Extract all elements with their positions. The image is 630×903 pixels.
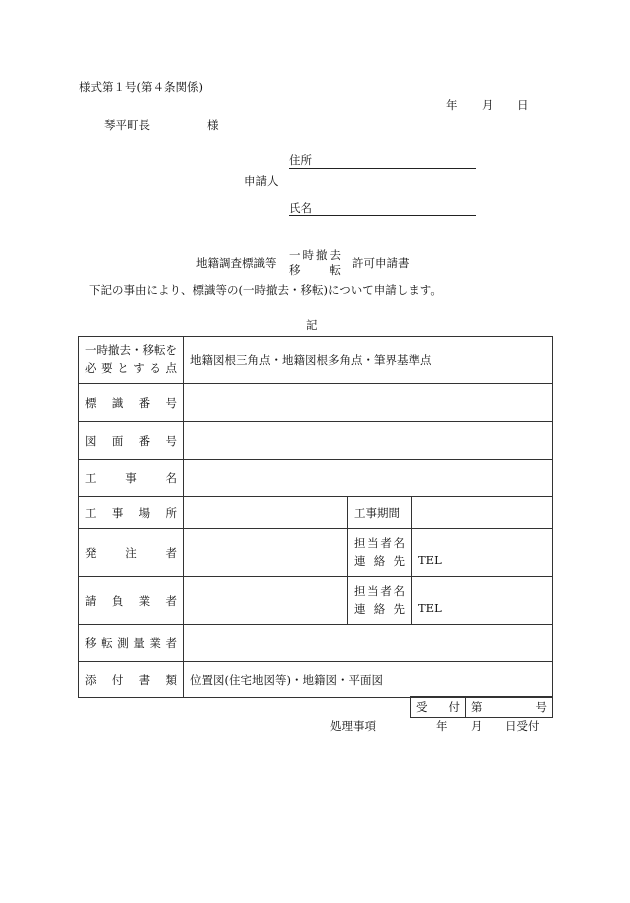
processing-day-received: 日受付 bbox=[505, 719, 540, 733]
table-row bbox=[79, 460, 553, 497]
processing-year: 年 bbox=[436, 719, 448, 733]
table-row bbox=[79, 529, 553, 577]
orderer-contact-label bbox=[348, 529, 412, 577]
orderer-tel[interactable]: TEL bbox=[412, 529, 553, 577]
attachments-label: 添付書類 bbox=[79, 662, 184, 698]
contractor-field[interactable] bbox=[184, 577, 348, 625]
table-row bbox=[79, 625, 553, 662]
processing-label: 処理事項 bbox=[330, 719, 376, 733]
construction-name-field[interactable] bbox=[184, 460, 553, 497]
drawing-number-label: 図面番号 bbox=[79, 422, 184, 460]
title-option-2: 移 転 bbox=[289, 263, 341, 277]
address-line[interactable] bbox=[289, 168, 476, 169]
contractor-contact-line-label: 連絡先 bbox=[354, 601, 405, 616]
table-row bbox=[79, 577, 553, 625]
orderer-field[interactable] bbox=[184, 529, 348, 577]
surveyor-field[interactable] bbox=[184, 625, 553, 662]
construction-period-label: 工事期間 bbox=[348, 497, 412, 529]
orderer-label: 発注者 bbox=[79, 529, 184, 577]
drawing-number-field[interactable] bbox=[184, 422, 553, 460]
title-suffix: 許可申請書 bbox=[352, 256, 410, 270]
receipt-number[interactable] bbox=[466, 697, 553, 718]
applicant-label: 申請人 bbox=[244, 174, 279, 188]
date-year: 年 bbox=[446, 98, 458, 112]
attachments-value[interactable]: 位置図(住宅地図等)・地籍図・平面図 bbox=[184, 662, 553, 698]
form-number: 様式第１号(第４条関係) bbox=[79, 80, 203, 94]
addressee-name: 琴平町長 bbox=[104, 118, 150, 132]
intro-text: 下記の事由により、標識等の(一時撤去・移転)について申請します。 bbox=[89, 283, 442, 297]
table-row bbox=[79, 662, 553, 698]
contractor-person-label: 担当者名 bbox=[354, 583, 405, 598]
name-label: 氏名 bbox=[289, 201, 312, 215]
point-value[interactable]: 地籍図根三角点・地籍図根多角点・筆界基準点 bbox=[184, 337, 553, 384]
construction-site-field[interactable] bbox=[184, 497, 348, 529]
title-prefix: 地籍調査標識等 bbox=[196, 256, 277, 270]
construction-site-label: 工事場所 bbox=[79, 497, 184, 529]
receipt-go: 号 bbox=[535, 700, 547, 714]
date-day: 日 bbox=[517, 98, 529, 112]
orderer-contact-line-label: 連絡先 bbox=[354, 553, 405, 568]
point-label-line2: 必要とする点 bbox=[85, 361, 177, 375]
address-label: 住所 bbox=[289, 153, 312, 167]
table-row bbox=[79, 422, 553, 460]
name-line[interactable] bbox=[289, 215, 476, 216]
ki-heading: 記 bbox=[306, 318, 318, 332]
date-month: 月 bbox=[482, 98, 494, 112]
receipt-dai: 第 bbox=[471, 700, 483, 714]
point-label bbox=[79, 337, 184, 384]
orderer-person-label: 担当者名 bbox=[354, 535, 405, 550]
receipt-box bbox=[410, 696, 553, 718]
construction-name-label: 工事名 bbox=[79, 460, 184, 497]
title-option-1: 一時撤去 bbox=[289, 248, 341, 262]
processing-month: 月 bbox=[471, 719, 483, 733]
marker-number-field[interactable] bbox=[184, 384, 553, 422]
surveyor-label: 移転測量業者 bbox=[79, 625, 184, 662]
contractor-label: 請負業者 bbox=[79, 577, 184, 625]
table-row bbox=[79, 497, 553, 529]
application-table bbox=[78, 336, 553, 698]
receipt-label: 受 付 bbox=[411, 697, 466, 718]
contractor-contact-label bbox=[348, 577, 412, 625]
contractor-tel[interactable]: TEL bbox=[412, 577, 553, 625]
marker-number-label: 標識番号 bbox=[79, 384, 184, 422]
table-row bbox=[79, 337, 553, 384]
table-row bbox=[79, 384, 553, 422]
addressee-honorific: 様 bbox=[207, 118, 219, 132]
construction-period-field[interactable] bbox=[412, 497, 553, 529]
point-label-line1: 一時撤去・移転を bbox=[85, 343, 177, 358]
